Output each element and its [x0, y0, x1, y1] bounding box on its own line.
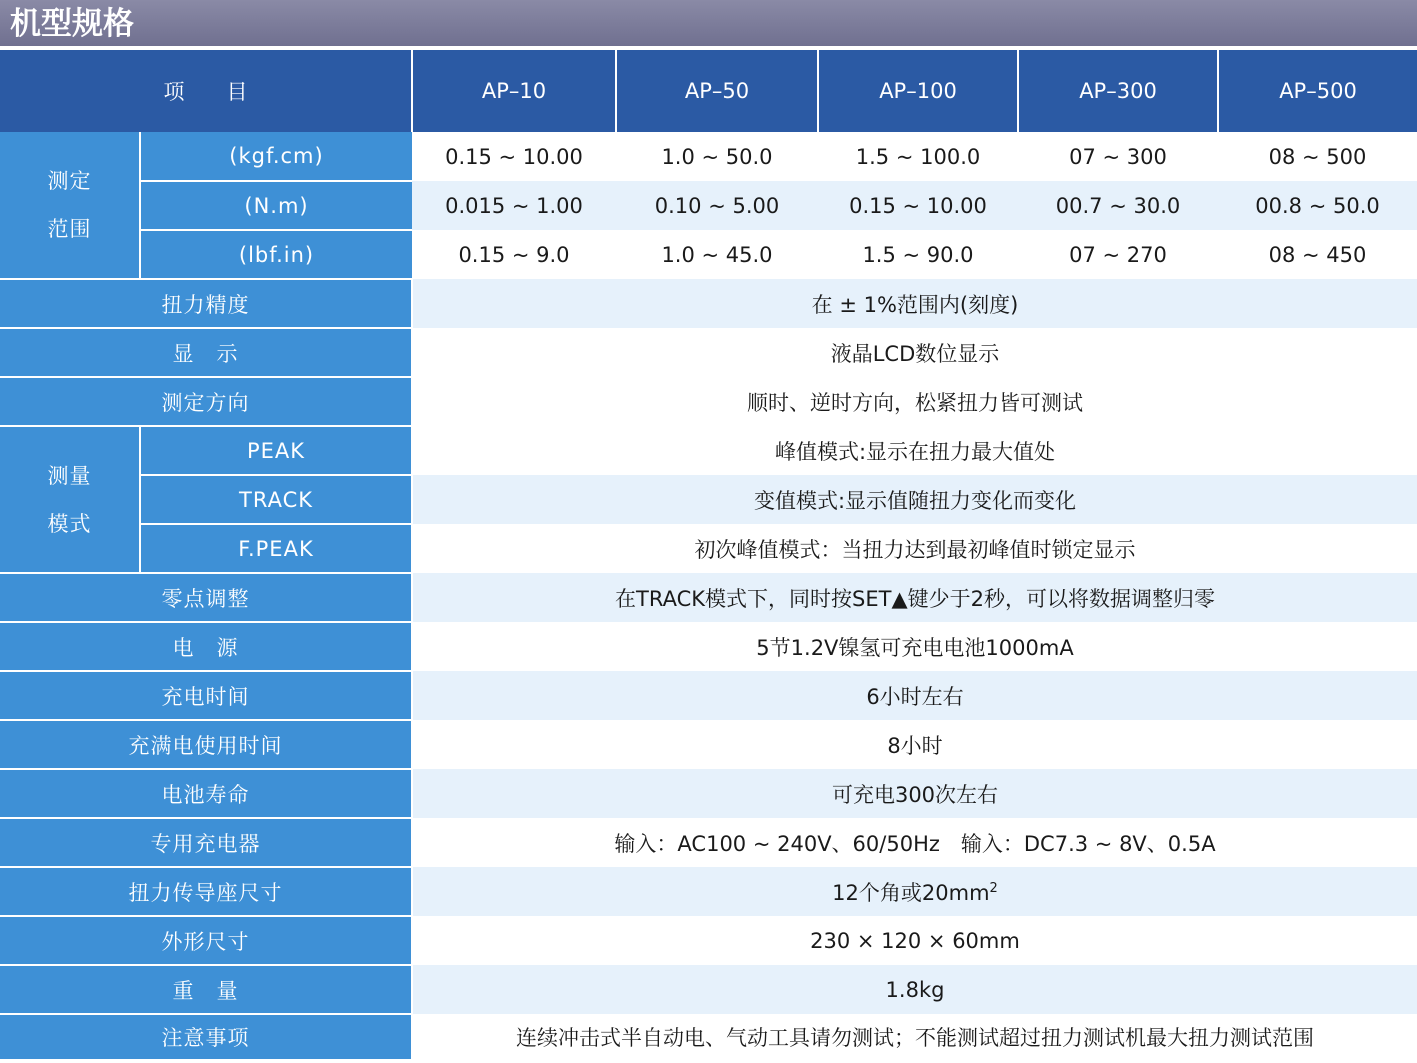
spec-row: [0, 818, 1417, 867]
range-value: 07 ~ 270: [1018, 230, 1218, 279]
spec-label: 扭力传导座尺寸: [0, 867, 412, 916]
spec-row: [0, 1014, 1417, 1059]
range-value: 0.15 ~ 9.0: [412, 230, 616, 279]
header-item: 项 目: [0, 50, 412, 132]
spec-label: 零点调整: [0, 573, 412, 622]
mode-row: [0, 426, 1417, 475]
range-group-label: 测定 范围: [0, 132, 140, 279]
range-value: 1.0 ~ 45.0: [616, 230, 818, 279]
range-value: 0.10 ~ 5.00: [616, 181, 818, 230]
spec-label: 充电时间: [0, 671, 412, 720]
mode-name: TRACK: [140, 475, 412, 524]
spec-row: [0, 965, 1417, 1014]
spec-label: 显 示: [0, 328, 412, 377]
spec-row: [0, 622, 1417, 671]
range-unit: (kgf.cm): [140, 132, 412, 181]
spec-row-display: [0, 328, 1417, 377]
mode-value: 初次峰值模式：当扭力达到最初峰值时锁定显示: [412, 524, 1417, 573]
spec-value: 230 × 120 × 60mm: [412, 916, 1417, 965]
header-model: AP–10: [412, 50, 616, 132]
spec-label: 扭力精度: [0, 279, 412, 328]
range-value: 00.7 ~ 30.0: [1018, 181, 1218, 230]
header-model: AP–100: [818, 50, 1018, 132]
spec-row: [0, 769, 1417, 818]
mode-row: [0, 524, 1417, 573]
range-unit: (N.m): [140, 181, 412, 230]
mode-group-label: 测量 模式: [0, 426, 140, 573]
spec-row-socket: [0, 867, 1417, 916]
spec-label: 电 源: [0, 622, 412, 671]
spec-label: 专用充电器: [0, 818, 412, 867]
range-row: [0, 132, 1417, 181]
spec-value: 在 ± 1%范围内(刻度): [412, 279, 1417, 328]
spec-row: [0, 671, 1417, 720]
spec-value: 8小时: [412, 720, 1417, 769]
spec-value: 液晶LCD数位显示: [412, 328, 1417, 377]
spec-label: 外形尺寸: [0, 916, 412, 965]
header-model: AP–300: [1018, 50, 1218, 132]
range-row: [0, 181, 1417, 230]
mode-name: F.PEAK: [140, 524, 412, 573]
range-value: 00.8 ~ 50.0: [1218, 181, 1417, 230]
spec-value: 6小时左右: [412, 671, 1417, 720]
range-value: 07 ~ 300: [1018, 132, 1218, 181]
range-value: 1.5 ~ 90.0: [818, 230, 1018, 279]
mode-value: 峰值模式:显示在扭力最大值处: [412, 426, 1417, 475]
spec-row: [0, 720, 1417, 769]
spec-row: [0, 573, 1417, 622]
header-model: AP–500: [1218, 50, 1417, 132]
spec-value: 输入：AC100 ~ 240V、60/50Hz 输入：DC7.3 ~ 8V、0.5A: [412, 818, 1417, 867]
spec-value: 顺时、逆时方向，松紧扭力皆可测试: [412, 377, 1417, 426]
mode-name: PEAK: [140, 426, 412, 475]
page-title: 机型规格: [0, 0, 1417, 48]
range-value: 1.5 ~ 100.0: [818, 132, 1018, 181]
spec-value: 5节1.2V镍氢可充电电池1000mA: [412, 622, 1417, 671]
range-value: 08 ~ 450: [1218, 230, 1417, 279]
spec-row-accuracy: [0, 279, 1417, 328]
header-model: AP–50: [616, 50, 818, 132]
spec-value: 可充电300次左右: [412, 769, 1417, 818]
spec-value: 1.8kg: [412, 965, 1417, 1014]
range-row: [0, 230, 1417, 279]
spec-table: [0, 50, 1417, 1059]
range-value: 08 ~ 500: [1218, 132, 1417, 181]
header-row: [0, 50, 1417, 132]
spec-label: 注意事项: [0, 1014, 412, 1059]
spec-label: 充满电使用时间: [0, 720, 412, 769]
spec-value: 12个角或$20mm^2$: [412, 867, 1417, 916]
spec-row: [0, 916, 1417, 965]
range-value: 1.0 ~ 50.0: [616, 132, 818, 181]
range-unit: (lbf.in): [140, 230, 412, 279]
spec-label: 测定方向: [0, 377, 412, 426]
range-value: 0.15 ~ 10.00: [818, 181, 1018, 230]
mode-value: 变值模式:显示值随扭力变化而变化: [412, 475, 1417, 524]
spec-value: 连续冲击式半自动电、气动工具请勿测试；不能测试超过扭力测试机最大扭力测试范围: [412, 1014, 1417, 1059]
spec-value: 在TRACK模式下，同时按SET▲键少于2秒，可以将数据调整归零: [412, 573, 1417, 622]
range-value: 0.015 ~ 1.00: [412, 181, 616, 230]
spec-label: 重 量: [0, 965, 412, 1014]
range-value: 0.15 ~ 10.00: [412, 132, 616, 181]
spec-label: 电池寿命: [0, 769, 412, 818]
spec-row-direction: [0, 377, 1417, 426]
mode-row: [0, 475, 1417, 524]
